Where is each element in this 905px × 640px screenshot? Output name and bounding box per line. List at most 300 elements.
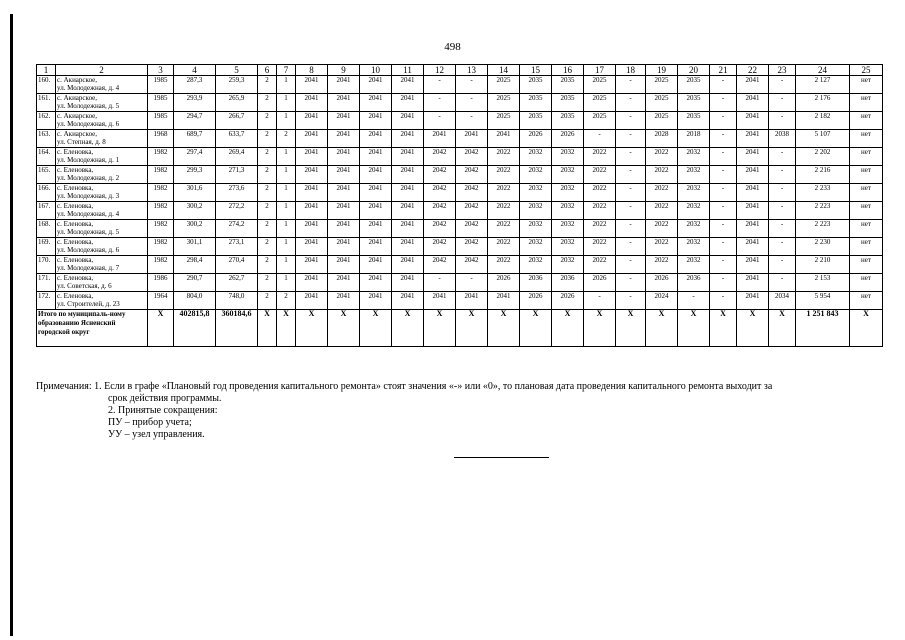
total-cell: X	[850, 310, 883, 347]
total-cell: X	[392, 310, 424, 347]
table-row	[37, 76, 883, 94]
table-cell: -	[769, 256, 796, 274]
table-cell: 2032	[520, 238, 552, 256]
table-cell: 2 210	[796, 256, 850, 274]
table-cell: -	[769, 220, 796, 238]
table-cell: 2041	[737, 202, 769, 220]
table-cell: 1	[277, 274, 296, 292]
table-cell: 2042	[456, 148, 488, 166]
column-header: 15	[520, 65, 552, 76]
table-cell: 2022	[488, 202, 520, 220]
table-cell: 2041	[328, 76, 360, 94]
table-cell: -	[769, 202, 796, 220]
address-settlement: с. Акиарское,	[57, 94, 98, 102]
column-header: 10	[360, 65, 392, 76]
table-cell: 1	[277, 112, 296, 130]
table-cell: 1982	[148, 238, 174, 256]
table-cell: 2042	[456, 166, 488, 184]
table-cell: 2035	[552, 112, 584, 130]
column-header: 23	[769, 65, 796, 76]
table-cell: 2041	[737, 184, 769, 202]
address-settlement: с. Акиарское,	[57, 112, 98, 120]
table-cell: 2041	[488, 292, 520, 310]
table-cell: 2041	[360, 130, 392, 148]
table-cell: 2032	[678, 202, 710, 220]
row-number: 168.	[37, 220, 56, 238]
table-cell: 2041	[360, 76, 392, 94]
table-cell: 1	[277, 166, 296, 184]
table-cell: 2041	[296, 274, 328, 292]
table-cell: 2042	[456, 184, 488, 202]
table-cell: 1985	[148, 112, 174, 130]
table-cell: 2041	[328, 274, 360, 292]
table-cell: 1	[277, 76, 296, 94]
table-cell: -	[710, 76, 737, 94]
table-cell: 2 230	[796, 238, 850, 256]
table-cell: 2	[258, 274, 277, 292]
table-cell: 2041	[328, 292, 360, 310]
table-cell: -	[710, 256, 737, 274]
address-settlement: с. Еленовка,	[57, 256, 94, 264]
total-cell: X	[646, 310, 678, 347]
row-number: 172.	[37, 292, 56, 310]
total-cell: X	[424, 310, 456, 347]
table-cell: 2041	[392, 166, 424, 184]
table-cell: 270,4	[216, 256, 258, 274]
address-cell	[56, 166, 148, 184]
table-cell: 2041	[392, 256, 424, 274]
column-header: 6	[258, 65, 277, 76]
address-settlement: с. Еленовка,	[57, 148, 94, 156]
address-cell	[56, 184, 148, 202]
table-cell: 2	[277, 292, 296, 310]
table-cell: 2032	[520, 256, 552, 274]
row-number: 160.	[37, 76, 56, 94]
table-cell: 2042	[456, 238, 488, 256]
table-cell: 272,2	[216, 202, 258, 220]
table-cell: нет	[850, 292, 883, 310]
table-cell: 2041	[360, 274, 392, 292]
table-cell: нет	[850, 166, 883, 184]
table-cell: 299,3	[174, 166, 216, 184]
total-cell: X	[296, 310, 328, 347]
table-cell: -	[710, 220, 737, 238]
table-cell: 290,7	[174, 274, 216, 292]
table-cell: 2041	[737, 292, 769, 310]
table-cell: 2041	[360, 220, 392, 238]
table-cell: 2041	[360, 184, 392, 202]
table-cell: -	[769, 76, 796, 94]
table-cell: 2041	[737, 166, 769, 184]
table-cell: 1982	[148, 220, 174, 238]
table-cell: 2022	[488, 184, 520, 202]
address-street: ул. Молодежная, д. 6	[57, 246, 120, 254]
table-cell: 2032	[552, 166, 584, 184]
table-cell: 2032	[678, 256, 710, 274]
table-cell: -	[616, 202, 646, 220]
address-street: ул. Советская, д. 6	[57, 282, 112, 290]
column-header: 18	[616, 65, 646, 76]
column-header: 12	[424, 65, 456, 76]
table-cell: 2042	[456, 256, 488, 274]
column-header: 5	[216, 65, 258, 76]
column-header: 19	[646, 65, 678, 76]
table-cell: 2041	[392, 94, 424, 112]
table-cell: -	[616, 256, 646, 274]
table-cell: -	[424, 274, 456, 292]
table-cell: 1982	[148, 148, 174, 166]
table-cell: 2 153	[796, 274, 850, 292]
table-cell: 2032	[678, 166, 710, 184]
table-cell: -	[616, 220, 646, 238]
table-cell: -	[710, 202, 737, 220]
table-cell: -	[616, 94, 646, 112]
table-cell: 2032	[520, 202, 552, 220]
table-cell: 748,0	[216, 292, 258, 310]
table-cell: 1968	[148, 130, 174, 148]
address-cell	[56, 94, 148, 112]
table-cell: -	[616, 238, 646, 256]
table-cell: 2022	[488, 148, 520, 166]
column-header: 4	[174, 65, 216, 76]
table-cell: нет	[850, 94, 883, 112]
table-cell: 273,6	[216, 184, 258, 202]
column-header: 1	[37, 65, 56, 76]
address-street: ул. Молодежная, д. 5	[57, 228, 120, 236]
column-header: 22	[737, 65, 769, 76]
table-cell: 2041	[456, 130, 488, 148]
table-cell: 2041	[296, 148, 328, 166]
table-cell: 2042	[424, 166, 456, 184]
address-cell	[56, 112, 148, 130]
binding-edge-line	[10, 14, 13, 636]
table-cell: 2041	[360, 166, 392, 184]
table-cell: 2041	[296, 220, 328, 238]
table-cell: 2041	[737, 112, 769, 130]
total-cell: X	[277, 310, 296, 347]
table-cell: 2041	[296, 292, 328, 310]
table-cell: -	[769, 184, 796, 202]
table-cell: 2041	[392, 202, 424, 220]
table-cell: нет	[850, 274, 883, 292]
table-cell: 2041	[737, 220, 769, 238]
table-cell: 2041	[424, 292, 456, 310]
note-line-2: срок действия программы.	[108, 393, 222, 404]
table-cell: 1	[277, 94, 296, 112]
table-cell: 2041	[424, 130, 456, 148]
table-cell: нет	[850, 184, 883, 202]
table-cell: 5 954	[796, 292, 850, 310]
column-header: 21	[710, 65, 737, 76]
table-cell: 2022	[646, 166, 678, 184]
table-cell: 2041	[328, 238, 360, 256]
table-cell: 2041	[296, 94, 328, 112]
address-settlement: с. Еленовка,	[57, 274, 94, 282]
address-street: ул. Молодежная, д. 4	[57, 84, 120, 92]
table-cell: 2041	[296, 112, 328, 130]
table-cell: 2042	[424, 220, 456, 238]
address-street: ул. Строителей, д. 23	[57, 300, 120, 308]
table-cell: -	[424, 76, 456, 94]
table-cell: 2041	[737, 148, 769, 166]
table-row	[37, 166, 883, 184]
table-cell: 2032	[520, 166, 552, 184]
total-cell: X	[584, 310, 616, 347]
table-cell: 2	[258, 184, 277, 202]
row-number: 165.	[37, 166, 56, 184]
table-cell: 1	[277, 220, 296, 238]
table-row	[37, 94, 883, 112]
total-cell: X	[710, 310, 737, 347]
total-cell: X	[360, 310, 392, 347]
table-cell: нет	[850, 202, 883, 220]
page-number: 498	[444, 41, 461, 53]
table-cell: 2032	[520, 148, 552, 166]
table-cell: 2042	[424, 256, 456, 274]
table-cell: 2022	[646, 220, 678, 238]
table-cell: 2041	[392, 238, 424, 256]
table-cell: 2	[258, 130, 277, 148]
table-cell: -	[769, 148, 796, 166]
table-cell: 2032	[678, 184, 710, 202]
table-cell: 2022	[584, 256, 616, 274]
table-cell: 2041	[392, 76, 424, 94]
column-header: 14	[488, 65, 520, 76]
table-cell: -	[710, 274, 737, 292]
column-header: 24	[796, 65, 850, 76]
table-cell: 2025	[646, 112, 678, 130]
table-cell: -	[769, 112, 796, 130]
table-cell: -	[424, 94, 456, 112]
table-cell: 301,1	[174, 238, 216, 256]
table-cell: 2026	[646, 274, 678, 292]
table-cell: 2041	[296, 184, 328, 202]
table-cell: -	[424, 112, 456, 130]
table-cell: 2022	[488, 238, 520, 256]
address-street: ул. Молодежная, д. 1	[57, 156, 120, 164]
address-cell	[56, 202, 148, 220]
table-cell: 2035	[678, 112, 710, 130]
table-cell: 1	[277, 256, 296, 274]
column-header: 20	[678, 65, 710, 76]
table-cell: 2041	[328, 256, 360, 274]
table-cell: 2032	[552, 184, 584, 202]
row-number: 171.	[37, 274, 56, 292]
table-cell: 2022	[584, 238, 616, 256]
address-street: ул. Молодежная, д. 7	[57, 264, 120, 272]
table-cell: -	[616, 112, 646, 130]
table-cell: нет	[850, 238, 883, 256]
table-cell: 2026	[520, 292, 552, 310]
table-cell: -	[616, 292, 646, 310]
table-cell: -	[456, 76, 488, 94]
table-cell: 2	[258, 94, 277, 112]
table-cell: 2022	[584, 184, 616, 202]
table-cell: нет	[850, 130, 883, 148]
table-cell: 2025	[488, 112, 520, 130]
total-label: Итого по муниципаль-ному образованию Ясненский городской округ	[37, 310, 148, 347]
column-header: 11	[392, 65, 424, 76]
table-cell: -	[710, 112, 737, 130]
table-cell: 2038	[769, 130, 796, 148]
table-cell: 2041	[737, 274, 769, 292]
table-cell: -	[710, 94, 737, 112]
column-header: 8	[296, 65, 328, 76]
address-street: ул. Молодежная, д. 5	[57, 102, 120, 110]
table-cell: 2041	[328, 202, 360, 220]
address-settlement: с. Еленовка,	[57, 220, 94, 228]
address-cell	[56, 256, 148, 274]
table-cell: 2026	[552, 130, 584, 148]
table-cell: 2041	[296, 166, 328, 184]
total-cell: X	[616, 310, 646, 347]
column-header: 25	[850, 65, 883, 76]
table-cell: 2041	[328, 166, 360, 184]
table-cell: 2041	[360, 94, 392, 112]
table-cell: 2035	[552, 94, 584, 112]
total-cell: X	[552, 310, 584, 347]
address-cell	[56, 148, 148, 166]
table-row	[37, 184, 883, 202]
total-cell: X	[328, 310, 360, 347]
table-cell: 2034	[769, 292, 796, 310]
table-cell: 1985	[148, 94, 174, 112]
table-cell: 2022	[646, 238, 678, 256]
column-header: 2	[56, 65, 148, 76]
table-cell: 2041	[328, 112, 360, 130]
notes-block	[36, 381, 868, 441]
table-cell: 2032	[552, 256, 584, 274]
table-cell: 2032	[552, 202, 584, 220]
address-settlement: с. Еленовка,	[57, 292, 94, 300]
table-cell: 2035	[520, 76, 552, 94]
table-cell: 266,7	[216, 112, 258, 130]
table-cell: 2042	[456, 220, 488, 238]
table-cell: 2026	[552, 292, 584, 310]
table-row	[37, 148, 883, 166]
table-cell: -	[616, 148, 646, 166]
table-cell: -	[616, 184, 646, 202]
table-body	[37, 76, 883, 347]
table-cell: -	[769, 94, 796, 112]
table-cell: 1964	[148, 292, 174, 310]
table-cell: 2035	[678, 76, 710, 94]
column-header: 7	[277, 65, 296, 76]
row-number: 167.	[37, 202, 56, 220]
table-cell: 2042	[424, 184, 456, 202]
table-cell: 2032	[520, 220, 552, 238]
row-number: 166.	[37, 184, 56, 202]
address-cell	[56, 292, 148, 310]
table-cell: -	[616, 76, 646, 94]
table-cell: 2032	[552, 238, 584, 256]
table-cell: 2025	[584, 94, 616, 112]
column-number-header	[37, 65, 883, 76]
table-cell: 2041	[328, 130, 360, 148]
table-cell: нет	[850, 76, 883, 94]
column-header: 16	[552, 65, 584, 76]
table-cell: 2018	[678, 130, 710, 148]
table-cell: 2022	[646, 202, 678, 220]
table-cell: -	[456, 112, 488, 130]
table-cell: -	[616, 130, 646, 148]
table-cell: -	[769, 166, 796, 184]
total-cell: X	[488, 310, 520, 347]
address-settlement: с. Еленовка,	[57, 202, 94, 210]
table-cell: 2041	[296, 256, 328, 274]
table-row	[37, 292, 883, 310]
table-row	[37, 130, 883, 148]
table-cell: 301,6	[174, 184, 216, 202]
total-cell: X	[148, 310, 174, 347]
table-cell: 1982	[148, 202, 174, 220]
table-cell: 269,4	[216, 148, 258, 166]
table-cell: 2036	[678, 274, 710, 292]
table-cell: 2022	[488, 220, 520, 238]
table-cell: 2025	[646, 94, 678, 112]
table-cell: 2 216	[796, 166, 850, 184]
total-cell: 360184,6	[216, 310, 258, 347]
table-cell: 2 127	[796, 76, 850, 94]
table-cell: 293,9	[174, 94, 216, 112]
table-cell: -	[616, 166, 646, 184]
total-cell: X	[769, 310, 796, 347]
table-cell: 2024	[646, 292, 678, 310]
table-cell: 1	[277, 202, 296, 220]
table-cell: 2041	[392, 148, 424, 166]
table-cell: 2025	[584, 112, 616, 130]
table-row	[37, 274, 883, 292]
table-cell: 2035	[520, 94, 552, 112]
row-number: 169.	[37, 238, 56, 256]
address-settlement: с. Еленовка,	[57, 184, 94, 192]
table-cell: 2025	[584, 76, 616, 94]
table-cell: 2041	[360, 202, 392, 220]
table-cell: 2 223	[796, 220, 850, 238]
table-cell: 2032	[552, 220, 584, 238]
row-number: 164.	[37, 148, 56, 166]
table-cell: 271,3	[216, 166, 258, 184]
capital-repair-table	[36, 64, 883, 347]
row-number: 161.	[37, 94, 56, 112]
table-cell: 300,2	[174, 202, 216, 220]
table-cell: 2041	[328, 148, 360, 166]
total-cell: X	[258, 310, 277, 347]
table-cell: 2	[258, 148, 277, 166]
address-settlement: с. Акиарское,	[57, 130, 98, 138]
table-cell: 2041	[392, 274, 424, 292]
table-cell: 2041	[456, 292, 488, 310]
table-cell: -	[769, 238, 796, 256]
table-cell: 297,4	[174, 148, 216, 166]
total-cell: X	[456, 310, 488, 347]
note-line-1: Примечания: 1. Если в графе «Плановый год проведения капитального ремонта» стоят значения «-» или «0», то плановая дата проведения капитального ремонта выходит за	[36, 381, 773, 392]
table-cell: 2042	[424, 148, 456, 166]
table-cell: 2022	[488, 166, 520, 184]
table-cell: 2 176	[796, 94, 850, 112]
table-cell: 2028	[646, 130, 678, 148]
address-cell	[56, 220, 148, 238]
table-cell: 2022	[646, 256, 678, 274]
table-cell: 2026	[488, 274, 520, 292]
table-cell: 2041	[360, 112, 392, 130]
table-cell: 2	[258, 220, 277, 238]
address-cell	[56, 76, 148, 94]
address-cell	[56, 130, 148, 148]
table-cell: 1982	[148, 184, 174, 202]
row-number: 170.	[37, 256, 56, 274]
table-cell: 2041	[328, 94, 360, 112]
